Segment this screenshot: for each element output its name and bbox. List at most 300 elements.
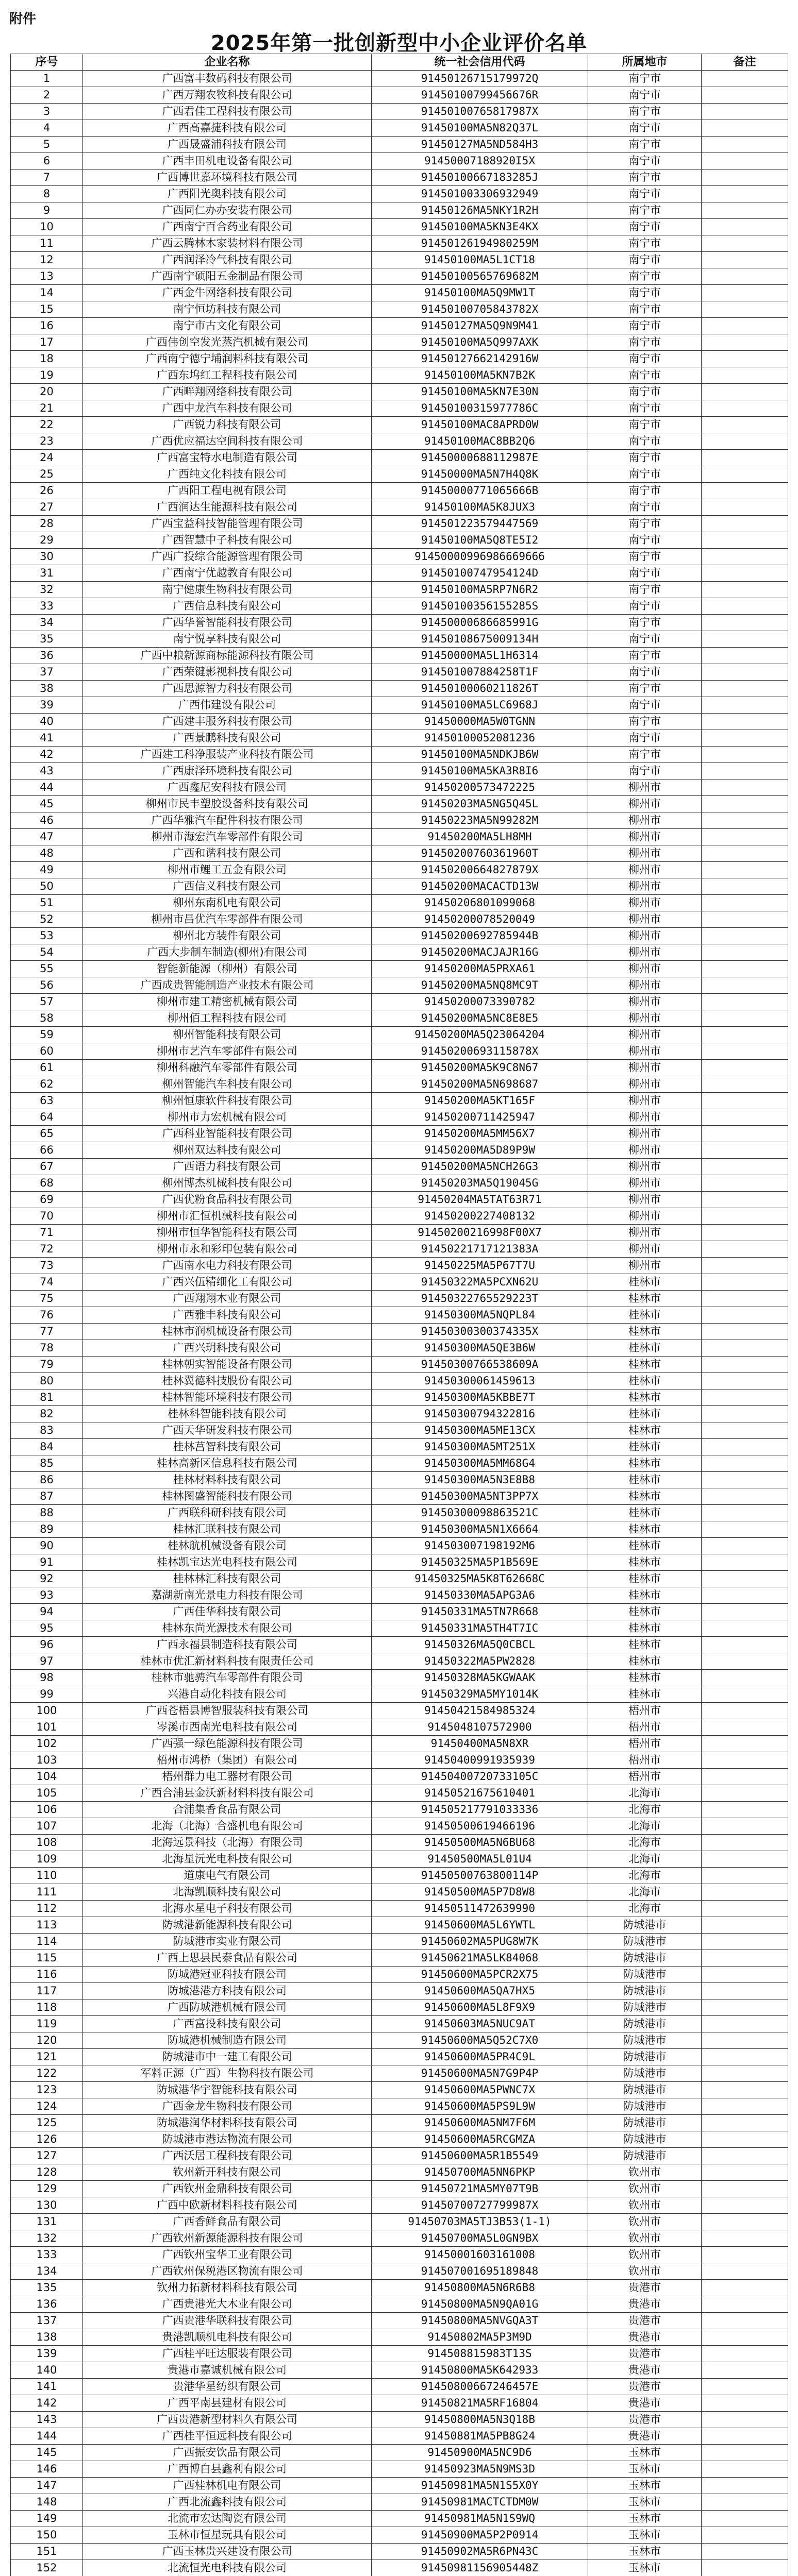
credit-code: 91450200MA5Q23064204 xyxy=(372,1027,588,1043)
row-note xyxy=(702,71,788,87)
table-row xyxy=(11,1868,788,1884)
table-row xyxy=(11,714,788,730)
city-name: 南宁市 xyxy=(588,549,702,565)
city-name: 柳州市 xyxy=(588,944,702,961)
credit-code: 91450127662142916W xyxy=(372,351,588,367)
row-index: 107 xyxy=(11,1818,83,1835)
city-name: 南宁市 xyxy=(588,153,702,170)
city-name: 防城港市 xyxy=(588,2131,702,2148)
table-row xyxy=(11,1620,788,1637)
row-index: 142 xyxy=(11,2395,83,2412)
company-name: 广西兴玥科技有限公司 xyxy=(83,1340,372,1357)
city-name: 柳州市 xyxy=(588,1060,702,1076)
credit-code: 91450203MA5NG5Q45L xyxy=(372,796,588,812)
city-name: 防城港市 xyxy=(588,2148,702,2164)
table-row xyxy=(11,1835,788,1851)
company-name: 南宁悦享科技有限公司 xyxy=(83,631,372,648)
company-name: 广西智慧中子科技有限公司 xyxy=(83,532,372,549)
row-note xyxy=(702,1093,788,1109)
credit-code: 91450200227408132 xyxy=(372,1208,588,1225)
company-name: 广西思源智力科技有限公司 xyxy=(83,681,372,697)
credit-code: 91450602MA5PUG8W7K xyxy=(372,1934,588,1950)
credit-code: 91450300794322816 xyxy=(372,1406,588,1422)
row-index: 33 xyxy=(11,598,83,615)
company-name: 广西优应福达空间科技有限公司 xyxy=(83,433,372,450)
table-row xyxy=(11,1802,788,1818)
row-index: 151 xyxy=(11,2544,83,2560)
row-index: 148 xyxy=(11,2494,83,2511)
row-index: 56 xyxy=(11,977,83,994)
row-note xyxy=(702,565,788,582)
table-row xyxy=(11,1357,788,1373)
company-name: 广西玉林贵兴建设有限公司 xyxy=(83,2544,372,2560)
company-name: 广西华誉智能科技有限公司 xyxy=(83,615,372,631)
city-name: 桂林市 xyxy=(588,1637,702,1653)
table-row xyxy=(11,1752,788,1769)
row-index: 81 xyxy=(11,1389,83,1406)
city-name: 防城港市 xyxy=(588,1983,702,1999)
company-name: 防城港新能源科技有限公司 xyxy=(83,1917,372,1934)
table-row xyxy=(11,2560,788,2576)
credit-code: 91450200MA5NCH26G3 xyxy=(372,1159,588,1175)
credit-code: 91450600MA5PS9L9W xyxy=(372,2098,588,2115)
table-row xyxy=(11,104,788,120)
table-row xyxy=(11,2164,788,2181)
row-note xyxy=(702,202,788,219)
company-name: 广西阳光奥科技有限公司 xyxy=(83,186,372,202)
city-name: 柳州市 xyxy=(588,961,702,977)
table-row xyxy=(11,1637,788,1653)
company-name: 广西贵港光大木业有限公司 xyxy=(83,2296,372,2313)
company-name: 广西贵港新型材料久有限公司 xyxy=(83,2412,372,2428)
table-row xyxy=(11,1274,788,1291)
city-name: 南宁市 xyxy=(588,631,702,648)
company-name: 桂林朝实智能设备有限公司 xyxy=(83,1357,372,1373)
row-note xyxy=(702,2346,788,2362)
row-note xyxy=(702,549,788,565)
row-note xyxy=(702,318,788,334)
row-index: 45 xyxy=(11,796,83,812)
table-row xyxy=(11,763,788,779)
company-name: 柳州佰工程科技有限公司 xyxy=(83,1010,372,1027)
city-name: 南宁市 xyxy=(588,137,702,153)
city-name: 防城港市 xyxy=(588,1934,702,1950)
table-row xyxy=(11,2247,788,2263)
company-name: 广西语力科技有限公司 xyxy=(83,1159,372,1175)
table-row xyxy=(11,2032,788,2049)
row-note xyxy=(702,1653,788,1670)
company-name: 桂林市驰骋汽车零部件有限公司 xyxy=(83,1670,372,1686)
company-name: 广西钦州保税港区物流有限公司 xyxy=(83,2263,372,2280)
table-row xyxy=(11,400,788,417)
city-name: 柳州市 xyxy=(588,796,702,812)
city-name: 桂林市 xyxy=(588,1587,702,1604)
row-note xyxy=(702,1225,788,1241)
city-name: 南宁市 xyxy=(588,681,702,697)
company-name: 广西博世嘉环境科技有限公司 xyxy=(83,170,372,186)
row-index: 73 xyxy=(11,1258,83,1274)
city-name: 梧州市 xyxy=(588,1752,702,1769)
credit-code: 91450100667183285J xyxy=(372,170,588,186)
city-name: 钦州市 xyxy=(588,2197,702,2214)
city-name: 南宁市 xyxy=(588,318,702,334)
city-name: 防城港市 xyxy=(588,2098,702,2115)
credit-code: 91450600MA5R1B5549 xyxy=(372,2148,588,2164)
row-note xyxy=(702,1455,788,1472)
row-note xyxy=(702,252,788,268)
company-name: 广西合浦县金沃新材料科技有限公司 xyxy=(83,1785,372,1802)
row-index: 134 xyxy=(11,2263,83,2280)
credit-code: 91450108675009134H xyxy=(372,631,588,648)
table-header-row xyxy=(11,54,788,71)
table-row xyxy=(11,1719,788,1736)
city-name: 贵港市 xyxy=(588,2412,702,2428)
city-name: 柳州市 xyxy=(588,862,702,878)
credit-code: 91450800MA5N6R6B8 xyxy=(372,2280,588,2296)
row-note xyxy=(702,796,788,812)
table-row xyxy=(11,549,788,565)
credit-code: 91450300MA5NQPL84 xyxy=(372,1307,588,1324)
row-index: 110 xyxy=(11,1868,83,1884)
row-note xyxy=(702,384,788,400)
credit-code: 91450800667246457E xyxy=(372,2379,588,2395)
table-row xyxy=(11,433,788,450)
city-name: 柳州市 xyxy=(588,1159,702,1175)
row-note xyxy=(702,153,788,170)
credit-code: 9145048107572900 xyxy=(372,1719,588,1736)
credit-code: 91450621MA5LK84068 xyxy=(372,1950,588,1967)
row-note xyxy=(702,1373,788,1389)
row-note xyxy=(702,2379,788,2395)
credit-code: 91450100MA5N82Q37L xyxy=(372,120,588,137)
city-name: 桂林市 xyxy=(588,1274,702,1291)
table-row xyxy=(11,681,788,697)
row-index: 143 xyxy=(11,2412,83,2428)
city-name: 北海市 xyxy=(588,1851,702,1868)
row-index: 32 xyxy=(11,582,83,598)
city-name: 桂林市 xyxy=(588,1538,702,1554)
row-note xyxy=(702,1340,788,1357)
row-index: 66 xyxy=(11,1142,83,1159)
row-note xyxy=(702,1208,788,1225)
city-name: 桂林市 xyxy=(588,1604,702,1620)
credit-code: 91450200664827879X xyxy=(372,862,588,878)
table-row xyxy=(11,1884,788,1901)
row-note xyxy=(702,2230,788,2247)
company-name: 柳州智能汽车科技有限公司 xyxy=(83,1076,372,1093)
credit-code: 91450721MA5MY07T9B xyxy=(372,2181,588,2197)
row-note xyxy=(702,1521,788,1538)
company-name: 柳州市昌优汽车零部件有限公司 xyxy=(83,911,372,928)
city-name: 玉林市 xyxy=(588,2478,702,2494)
credit-code: 914507001695189848 xyxy=(372,2263,588,2280)
table-row xyxy=(11,268,788,285)
credit-code: 91450300MA5KBBE7T xyxy=(372,1389,588,1406)
company-name: 柳州市民丰塑胶设备科技有限公司 xyxy=(83,796,372,812)
credit-code: 91450127MA5ND584H3 xyxy=(372,137,588,153)
table-row xyxy=(11,516,788,532)
company-name: 广西锐力科技有限公司 xyxy=(83,417,372,433)
row-index: 115 xyxy=(11,1950,83,1967)
credit-code: 91450329MA5MY1014K xyxy=(372,1686,588,1703)
row-index: 113 xyxy=(11,1917,83,1934)
row-index: 26 xyxy=(11,483,83,499)
company-name: 北海（北海）合盛机电有限公司 xyxy=(83,1818,372,1835)
row-note xyxy=(702,1488,788,1505)
row-note xyxy=(702,895,788,911)
row-index: 131 xyxy=(11,2214,83,2230)
table-row xyxy=(11,1076,788,1093)
city-name: 南宁市 xyxy=(588,747,702,763)
city-name: 南宁市 xyxy=(588,730,702,747)
company-name: 广西富宝特水电制造有限公司 xyxy=(83,450,372,466)
city-name: 柳州市 xyxy=(588,829,702,845)
credit-code: 91450100MA5Q8TE5I2 xyxy=(372,532,588,549)
credit-code: 91450126MA5NKY1R2H xyxy=(372,202,588,219)
credit-code: 91450800MA5N9QA01G xyxy=(372,2296,588,2313)
city-name: 桂林市 xyxy=(588,1422,702,1439)
company-name: 桂林林汇科技有限公司 xyxy=(83,1571,372,1587)
city-name: 防城港市 xyxy=(588,1917,702,1934)
row-note xyxy=(702,367,788,384)
table-row xyxy=(11,1208,788,1225)
credit-code: 91450200MA5MM56X7 xyxy=(372,1126,588,1142)
city-name: 钦州市 xyxy=(588,2181,702,2197)
city-name: 南宁市 xyxy=(588,714,702,730)
city-name: 柳州市 xyxy=(588,1093,702,1109)
company-name: 广西畔翔网络科技有限公司 xyxy=(83,384,372,400)
city-name: 防城港市 xyxy=(588,2032,702,2049)
credit-code: 91450700MA5NN6PKP xyxy=(372,2164,588,2181)
city-name: 玉林市 xyxy=(588,2445,702,2461)
company-name: 北海远景科技（北海）有限公司 xyxy=(83,1835,372,1851)
credit-code: 91450600MA5PWNC7X xyxy=(372,2082,588,2098)
credit-code: 91450328MA5KGWAAK xyxy=(372,1670,588,1686)
city-name: 梧州市 xyxy=(588,1769,702,1785)
credit-code: 91450881MA5PB8G24 xyxy=(372,2428,588,2445)
city-name: 防城港市 xyxy=(588,1999,702,2016)
company-name: 广西桂林机电有限公司 xyxy=(83,2478,372,2494)
row-index: 105 xyxy=(11,1785,83,1802)
company-name: 广西兴伍精细化工有限公司 xyxy=(83,1274,372,1291)
row-index: 130 xyxy=(11,2197,83,2214)
company-name: 桂林东尚光源技术有限公司 xyxy=(83,1620,372,1637)
company-name: 柳州双达科技有限公司 xyxy=(83,1142,372,1159)
row-index: 100 xyxy=(11,1703,83,1719)
credit-code: 91450600MA5L6YWTL xyxy=(372,1917,588,1934)
table-row xyxy=(11,2098,788,2115)
row-note xyxy=(702,911,788,928)
row-index: 21 xyxy=(11,400,83,417)
city-name: 贵港市 xyxy=(588,2395,702,2412)
credit-code: 91450200MA5NC8E8E5 xyxy=(372,1010,588,1027)
credit-code: 91450000MA5L1H6314 xyxy=(372,648,588,664)
city-name: 北海市 xyxy=(588,1868,702,1884)
row-note xyxy=(702,1571,788,1587)
company-name: 军料正源（广西）生物科技有限公司 xyxy=(83,2065,372,2082)
row-note xyxy=(702,1736,788,1752)
row-index: 34 xyxy=(11,615,83,631)
credit-code: 91450600MA5PR4C9L xyxy=(372,2049,588,2065)
table-row xyxy=(11,2527,788,2544)
row-index: 8 xyxy=(11,186,83,202)
company-name: 防城港市港达物流有限公司 xyxy=(83,2131,372,2148)
row-note xyxy=(702,2313,788,2329)
row-note xyxy=(702,1109,788,1126)
credit-code: 91450700727799987X xyxy=(372,2197,588,2214)
row-index: 12 xyxy=(11,252,83,268)
table-row xyxy=(11,1785,788,1802)
row-note xyxy=(702,812,788,829)
credit-code: 91450821MA5RF16804 xyxy=(372,2395,588,2412)
row-index: 83 xyxy=(11,1422,83,1439)
table-row xyxy=(11,466,788,483)
table-row xyxy=(11,1488,788,1505)
row-note xyxy=(702,944,788,961)
row-index: 20 xyxy=(11,384,83,400)
table-row xyxy=(11,2478,788,2494)
city-name: 桂林市 xyxy=(588,1686,702,1703)
company-name: 广西润泽冷气科技有限公司 xyxy=(83,252,372,268)
credit-code: 91450200078520049 xyxy=(372,911,588,928)
row-note xyxy=(702,1950,788,1967)
city-name: 防城港市 xyxy=(588,2065,702,2082)
table-row xyxy=(11,450,788,466)
city-name: 柳州市 xyxy=(588,1208,702,1225)
row-note xyxy=(702,730,788,747)
company-name: 柳州市汇恒机械科技有限公司 xyxy=(83,1208,372,1225)
row-index: 30 xyxy=(11,549,83,565)
credit-code: 91450200MA5K9C8N67 xyxy=(372,1060,588,1076)
company-name: 贵港华星纺织有限公司 xyxy=(83,2379,372,2395)
company-name: 广西鑫尼安科技有限公司 xyxy=(83,779,372,796)
table-row xyxy=(11,961,788,977)
table-row xyxy=(11,1538,788,1554)
city-name: 桂林市 xyxy=(588,1472,702,1488)
company-name: 防城港华宇智能科技有限公司 xyxy=(83,2082,372,2098)
row-note xyxy=(702,219,788,235)
company-name: 北海星沅光电科技有限公司 xyxy=(83,1851,372,1868)
city-name: 桂林市 xyxy=(588,1488,702,1505)
company-name: 广西强一绿色能源科技有限公司 xyxy=(83,1736,372,1752)
company-name: 道康电气有限公司 xyxy=(83,1868,372,1884)
credit-code: 91450007188920I5X xyxy=(372,153,588,170)
table-row xyxy=(11,1653,788,1670)
credit-code: 91450100565769682M xyxy=(372,268,588,285)
city-name: 南宁市 xyxy=(588,285,702,301)
company-name: 广西钦州宝华工业有限公司 xyxy=(83,2247,372,2263)
table-row xyxy=(11,977,788,994)
company-name: 广西南宁百合药业有限公司 xyxy=(83,219,372,235)
table-row xyxy=(11,1818,788,1835)
row-note xyxy=(702,763,788,779)
credit-code: 91450100MA5K8JUX3 xyxy=(372,499,588,516)
row-index: 82 xyxy=(11,1406,83,1422)
row-index: 23 xyxy=(11,433,83,450)
credit-code: 91450100356155285S xyxy=(372,598,588,615)
city-name: 柳州市 xyxy=(588,1126,702,1142)
credit-code: 91450981156905448Z xyxy=(372,2560,588,2576)
company-name: 广西振安饮品有限公司 xyxy=(83,2445,372,2461)
table-row xyxy=(11,1192,788,1208)
row-index: 42 xyxy=(11,747,83,763)
row-note xyxy=(702,1357,788,1373)
company-name: 合浦集香食品有限公司 xyxy=(83,1802,372,1818)
city-name: 南宁市 xyxy=(588,664,702,681)
row-index: 79 xyxy=(11,1357,83,1373)
company-name: 嘉湖新南光景电力科技有限公司 xyxy=(83,1587,372,1604)
table-row xyxy=(11,1670,788,1686)
credit-code: 91450521675610401 xyxy=(372,1785,588,1802)
table-row xyxy=(11,334,788,351)
row-note xyxy=(702,747,788,763)
company-name: 广西信息科技有限公司 xyxy=(83,598,372,615)
company-name: 南宁市古文化有限公司 xyxy=(83,318,372,334)
row-note xyxy=(702,433,788,450)
company-name: 广西香鲜食品有限公司 xyxy=(83,2214,372,2230)
credit-code: 91450900MA5P2P0914 xyxy=(372,2527,588,2544)
table-row xyxy=(11,1934,788,1950)
company-name: 兴港自动化科技有限公司 xyxy=(83,1686,372,1703)
company-name: 钦州力拓新材料科技有限公司 xyxy=(83,2280,372,2296)
row-index: 60 xyxy=(11,1043,83,1060)
row-note xyxy=(702,1027,788,1043)
row-index: 35 xyxy=(11,631,83,648)
row-note xyxy=(702,2049,788,2065)
table-row xyxy=(11,2544,788,2560)
table-row xyxy=(11,1307,788,1324)
company-name: 防城港润华材料科技有限公司 xyxy=(83,2115,372,2131)
row-index: 31 xyxy=(11,565,83,582)
row-note xyxy=(702,2478,788,2494)
company-name: 桂林材料科技有限公司 xyxy=(83,1472,372,1488)
row-note xyxy=(702,977,788,994)
table-row xyxy=(11,202,788,219)
city-name: 南宁市 xyxy=(588,87,702,104)
row-index: 9 xyxy=(11,202,83,219)
company-name: 广西南宁德宁埔润料科技有限公司 xyxy=(83,351,372,367)
row-note xyxy=(702,235,788,252)
city-name: 玉林市 xyxy=(588,2461,702,2478)
row-note xyxy=(702,120,788,137)
city-name: 桂林市 xyxy=(588,1521,702,1538)
credit-code: 91450100MA5Q9MW1T xyxy=(372,285,588,301)
row-note xyxy=(702,1719,788,1736)
row-note xyxy=(702,779,788,796)
table-row xyxy=(11,235,788,252)
header-credit-code: 统一社会信用代码 xyxy=(372,54,588,71)
credit-code: 91450600MA5L8F9X9 xyxy=(372,1999,588,2016)
city-name: 柳州市 xyxy=(588,928,702,944)
city-name: 南宁市 xyxy=(588,598,702,615)
row-index: 36 xyxy=(11,648,83,664)
table-row xyxy=(11,483,788,499)
row-note xyxy=(702,2511,788,2527)
credit-code: 91450300MA5MT251X xyxy=(372,1439,588,1455)
table-row xyxy=(11,1422,788,1439)
company-name: 广西翔翔木业有限公司 xyxy=(83,1291,372,1307)
table-row xyxy=(11,1175,788,1192)
table-row xyxy=(11,829,788,845)
row-index: 76 xyxy=(11,1307,83,1324)
company-name: 广西博白县鑫利有限公司 xyxy=(83,2461,372,2478)
city-name: 贵港市 xyxy=(588,2379,702,2395)
row-note xyxy=(702,2164,788,2181)
company-name: 钦州新开科技有限公司 xyxy=(83,2164,372,2181)
row-index: 38 xyxy=(11,681,83,697)
company-name: 柳州市永和彩印包装有限公司 xyxy=(83,1241,372,1258)
city-name: 南宁市 xyxy=(588,763,702,779)
